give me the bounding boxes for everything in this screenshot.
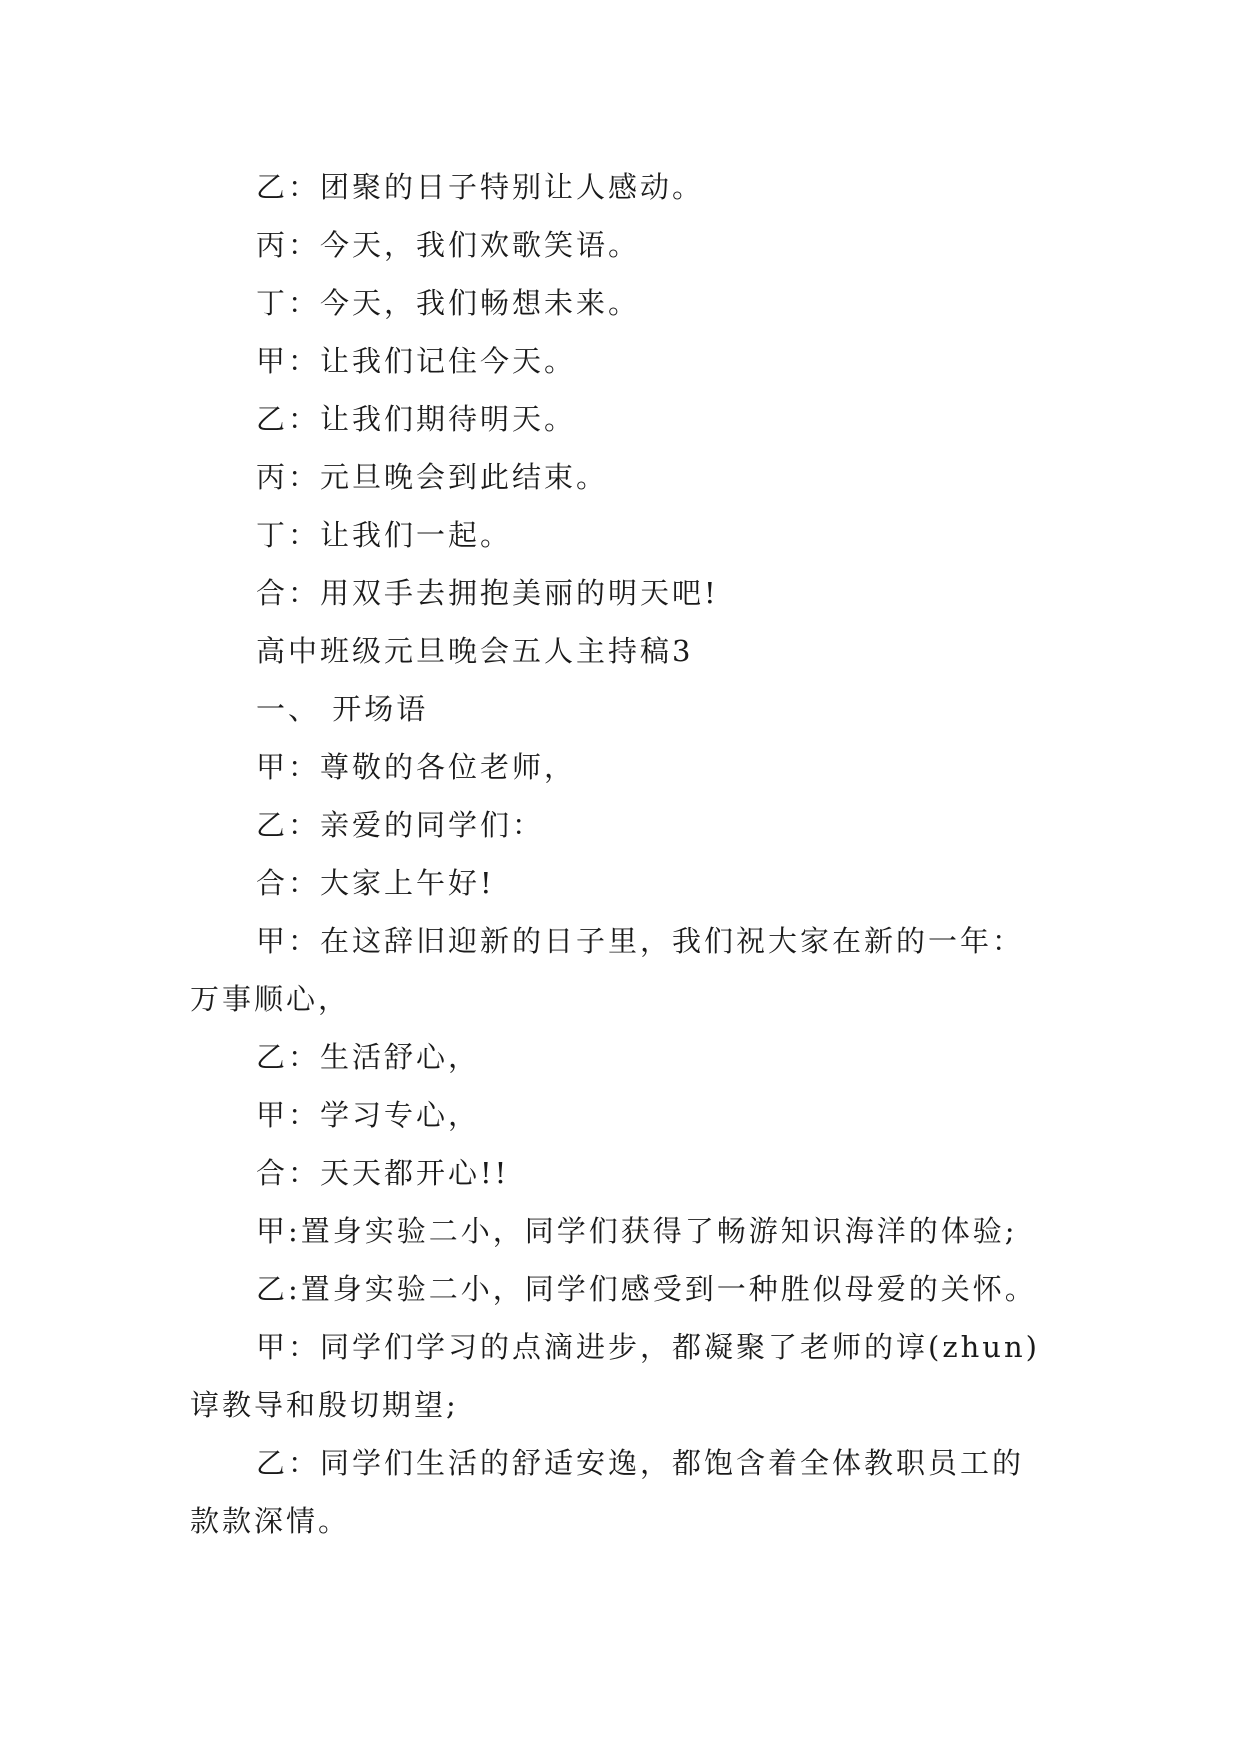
paragraph-line: 甲：尊敬的各位老师， <box>256 750 577 784</box>
paragraph-line: 乙:置身实验二小，同学们感受到一种胜似母爱的关怀。 <box>256 1272 1037 1306</box>
paragraph-line: 乙：亲爱的同学们： <box>256 808 545 842</box>
paragraph-line: 甲：同学们学习的点滴进步，都凝聚了老师的谆(zhun)谆教导和殷切期望; <box>190 1330 1040 1422</box>
section-title: 高中班级元旦晚会五人主持稿3 <box>256 634 694 668</box>
document-body <box>190 158 1050 1550</box>
paragraph-line: 甲:置身实验二小，同学们获得了畅游知识海洋的体验; <box>256 1214 1018 1248</box>
paragraph-line: 丙：今天，我们欢歌笑语。 <box>256 228 641 262</box>
paragraph-line: 合：大家上午好! <box>256 866 495 900</box>
paragraph-line: 乙：团聚的日子特别让人感动。 <box>256 170 705 204</box>
paragraph-line: 合：用双手去拥抱美丽的明天吧! <box>256 576 719 610</box>
section-heading: 一、 开场语 <box>256 692 429 726</box>
paragraph-line: 乙：同学们生活的舒适安逸，都饱含着全体教职员工的款款深情。 <box>190 1446 1025 1538</box>
paragraph-line: 合：天天都开心!! <box>256 1156 510 1190</box>
paragraph-line: 甲：在这辞旧迎新的日子里，我们祝大家在新的一年：万事顺心， <box>190 924 1025 1016</box>
paragraph-line: 乙：让我们期待明天。 <box>256 402 577 436</box>
paragraph-line: 丁：今天，我们畅想未来。 <box>256 286 641 320</box>
paragraph-line: 甲：让我们记住今天。 <box>256 344 577 378</box>
paragraph-line: 丙：元旦晚会到此结束。 <box>256 460 609 494</box>
paragraph-line: 乙：生活舒心， <box>256 1040 481 1074</box>
paragraph-line: 甲：学习专心， <box>256 1098 481 1132</box>
paragraph-line: 丁：让我们一起。 <box>256 518 513 552</box>
